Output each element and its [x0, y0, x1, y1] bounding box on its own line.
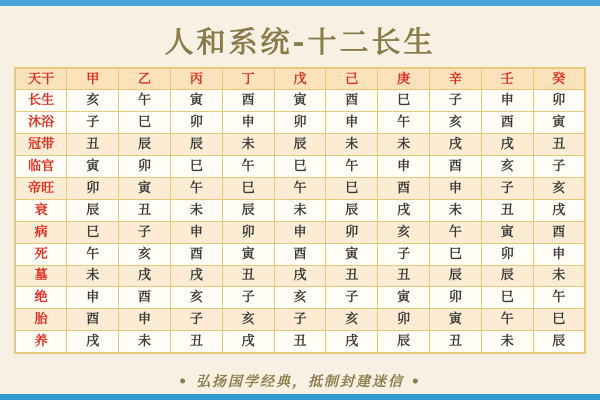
header-row — [15, 68, 585, 90]
branch-cell: 未 — [430, 199, 482, 221]
branch-cell: 戌 — [430, 134, 482, 156]
branch-cell: 辰 — [170, 134, 222, 156]
branch-cell: 午 — [274, 177, 326, 199]
branch-cell: 巳 — [378, 90, 430, 112]
branch-cell: 丑 — [430, 331, 482, 353]
branch-cell: 未 — [119, 331, 171, 353]
branch-cell: 亥 — [119, 243, 171, 265]
header-cell-stem: 壬 — [481, 68, 533, 90]
branch-cell: 申 — [222, 112, 274, 134]
page-title: 人和系统-十二长生 — [164, 25, 436, 59]
branch-cell: 巳 — [326, 177, 378, 199]
branch-cell: 戌 — [378, 199, 430, 221]
branch-cell: 丑 — [222, 265, 274, 287]
stage-label: 胎 — [15, 309, 67, 331]
branch-cell: 申 — [170, 221, 222, 243]
branch-cell: 午 — [430, 221, 482, 243]
branch-cell: 寅 — [533, 112, 585, 134]
branch-cell: 子 — [430, 90, 482, 112]
header-cell-stem: 己 — [326, 68, 378, 90]
branch-cell: 酉 — [67, 309, 119, 331]
branch-cell: 亥 — [170, 287, 222, 309]
branch-cell: 亥 — [222, 309, 274, 331]
branch-cell: 卯 — [326, 221, 378, 243]
branch-cell: 巳 — [481, 287, 533, 309]
table-row — [15, 90, 585, 112]
stage-label: 临官 — [15, 156, 67, 178]
branch-cell: 丑 — [67, 134, 119, 156]
branch-cell: 巳 — [119, 112, 171, 134]
branch-cell: 辰 — [378, 331, 430, 353]
top-accent-bar — [0, 0, 600, 6]
branch-cell: 巳 — [430, 243, 482, 265]
branch-cell: 寅 — [481, 221, 533, 243]
branch-cell: 午 — [119, 90, 171, 112]
table-header — [15, 68, 585, 90]
table-row — [15, 331, 585, 353]
stage-label: 衰 — [15, 199, 67, 221]
stage-label: 绝 — [15, 287, 67, 309]
header-cell-stem: 丙 — [170, 68, 222, 90]
branch-cell: 亥 — [67, 90, 119, 112]
branch-cell: 酉 — [533, 221, 585, 243]
stage-label: 冠带 — [15, 134, 67, 156]
branch-cell: 丑 — [119, 199, 171, 221]
twelve-stages-table — [14, 67, 586, 354]
branch-cell: 酉 — [378, 177, 430, 199]
branch-cell: 子 — [378, 243, 430, 265]
branch-cell: 午 — [481, 309, 533, 331]
header-cell-stem: 癸 — [533, 68, 585, 90]
branch-cell: 酉 — [170, 243, 222, 265]
branch-cell: 丑 — [533, 134, 585, 156]
branch-cell: 巳 — [533, 309, 585, 331]
branch-cell: 戌 — [119, 265, 171, 287]
branch-cell: 寅 — [67, 156, 119, 178]
branch-cell: 巳 — [67, 221, 119, 243]
branch-cell: 寅 — [378, 287, 430, 309]
table-row — [15, 199, 585, 221]
stage-label: 沐浴 — [15, 112, 67, 134]
branch-cell: 申 — [326, 112, 378, 134]
branch-cell: 子 — [222, 287, 274, 309]
branch-cell: 卯 — [222, 221, 274, 243]
branch-cell: 午 — [533, 287, 585, 309]
branch-cell: 戌 — [326, 331, 378, 353]
branch-cell: 申 — [274, 221, 326, 243]
branch-cell: 子 — [274, 309, 326, 331]
branch-cell: 子 — [119, 221, 171, 243]
footer-slogan: • 弘扬国学经典，抵制封建迷信 • — [178, 374, 422, 390]
branch-cell: 亥 — [481, 156, 533, 178]
branch-cell: 卯 — [481, 243, 533, 265]
branch-cell: 戌 — [533, 199, 585, 221]
branch-cell: 寅 — [170, 90, 222, 112]
branch-cell: 亥 — [274, 287, 326, 309]
branch-cell: 午 — [67, 243, 119, 265]
branch-cell: 戌 — [274, 265, 326, 287]
branch-cell: 酉 — [430, 156, 482, 178]
branch-cell: 辰 — [274, 134, 326, 156]
branch-cell: 未 — [170, 199, 222, 221]
branch-cell: 亥 — [378, 221, 430, 243]
branch-cell: 未 — [222, 134, 274, 156]
branch-cell: 申 — [67, 287, 119, 309]
stage-label: 养 — [15, 331, 67, 353]
table-row — [15, 243, 585, 265]
branch-cell: 丑 — [170, 331, 222, 353]
branch-cell: 戌 — [67, 331, 119, 353]
branch-cell: 卯 — [170, 112, 222, 134]
branch-cell: 酉 — [222, 90, 274, 112]
table-row — [15, 156, 585, 178]
branch-cell: 亥 — [533, 177, 585, 199]
branch-cell: 酉 — [274, 243, 326, 265]
branch-cell: 戌 — [170, 265, 222, 287]
branch-cell: 寅 — [326, 243, 378, 265]
table-row — [15, 287, 585, 309]
branch-cell: 未 — [481, 331, 533, 353]
branch-cell: 未 — [533, 265, 585, 287]
header-cell-stem: 丁 — [222, 68, 274, 90]
branch-cell: 申 — [378, 156, 430, 178]
branch-cell: 丑 — [326, 265, 378, 287]
branch-cell: 辰 — [222, 199, 274, 221]
branch-cell: 寅 — [430, 309, 482, 331]
table-row — [15, 221, 585, 243]
branch-cell: 丑 — [378, 265, 430, 287]
branch-cell: 申 — [533, 243, 585, 265]
branch-cell: 子 — [170, 309, 222, 331]
branch-cell: 午 — [222, 156, 274, 178]
branch-cell: 戌 — [222, 331, 274, 353]
branch-cell: 未 — [274, 199, 326, 221]
branch-cell: 辰 — [67, 199, 119, 221]
stage-label: 病 — [15, 221, 67, 243]
header-cell-stem: 庚 — [378, 68, 430, 90]
branch-cell: 卯 — [533, 90, 585, 112]
branch-cell: 戌 — [481, 134, 533, 156]
bottom-accent-bar — [0, 394, 600, 400]
table-row — [15, 265, 585, 287]
branch-cell: 亥 — [430, 112, 482, 134]
table-row — [15, 112, 585, 134]
branch-cell: 未 — [67, 265, 119, 287]
header-cell-stems-label: 天干 — [15, 68, 67, 90]
branch-cell: 巳 — [274, 156, 326, 178]
branch-cell: 卯 — [430, 287, 482, 309]
branch-cell: 子 — [67, 112, 119, 134]
branch-cell: 午 — [378, 112, 430, 134]
header-cell-stem: 甲 — [67, 68, 119, 90]
branch-cell: 未 — [326, 134, 378, 156]
branch-cell: 丑 — [481, 199, 533, 221]
header-cell-stem: 戊 — [274, 68, 326, 90]
branch-cell: 卯 — [274, 112, 326, 134]
branch-cell: 午 — [170, 177, 222, 199]
branch-cell: 未 — [378, 134, 430, 156]
branch-cell: 辰 — [430, 265, 482, 287]
branch-cell: 申 — [430, 177, 482, 199]
stage-label: 墓 — [15, 265, 67, 287]
branch-cell: 卯 — [67, 177, 119, 199]
branch-cell: 辰 — [533, 331, 585, 353]
branch-cell: 巳 — [170, 156, 222, 178]
branch-cell: 亥 — [326, 309, 378, 331]
table-row — [15, 309, 585, 331]
branch-cell: 子 — [326, 287, 378, 309]
table-body — [15, 90, 585, 353]
branch-cell: 子 — [481, 177, 533, 199]
stage-label: 死 — [15, 243, 67, 265]
branch-cell: 巳 — [222, 177, 274, 199]
twelve-stages-table-container — [14, 67, 586, 354]
branch-cell: 午 — [326, 156, 378, 178]
table-row — [15, 177, 585, 199]
branch-cell: 辰 — [119, 134, 171, 156]
header-cell-stem: 辛 — [430, 68, 482, 90]
branch-cell: 酉 — [119, 287, 171, 309]
branch-cell: 寅 — [119, 177, 171, 199]
branch-cell: 辰 — [326, 199, 378, 221]
header-cell-stem: 乙 — [119, 68, 171, 90]
branch-cell: 寅 — [274, 90, 326, 112]
table-row — [15, 134, 585, 156]
branch-cell: 丑 — [274, 331, 326, 353]
branch-cell: 卯 — [119, 156, 171, 178]
branch-cell: 子 — [533, 156, 585, 178]
branch-cell: 酉 — [481, 112, 533, 134]
branch-cell: 酉 — [326, 90, 378, 112]
branch-cell: 申 — [119, 309, 171, 331]
branch-cell: 寅 — [222, 243, 274, 265]
stage-label: 帝旺 — [15, 177, 67, 199]
branch-cell: 辰 — [481, 265, 533, 287]
branch-cell: 卯 — [378, 309, 430, 331]
branch-cell: 申 — [481, 90, 533, 112]
stage-label: 长生 — [15, 90, 67, 112]
